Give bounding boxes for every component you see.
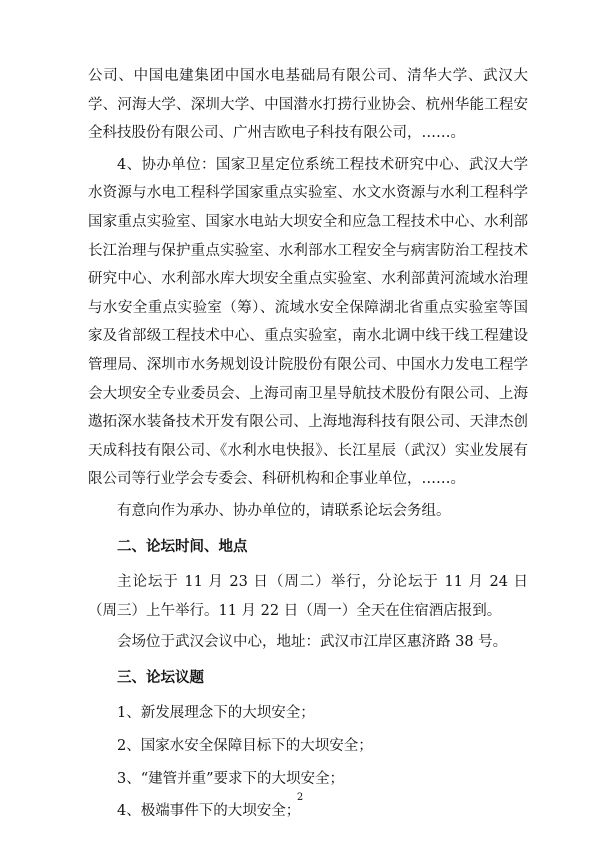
section-heading-time-location: 二、论坛时间、地点 <box>117 538 248 555</box>
document-body <box>88 62 528 830</box>
paragraph-organizers-continuation: 公司、中国电建集团中国水电基础局有限公司、清华大学、武汉大学、河海大学、深圳大学、中国潜水打捞行业协会、杭州华能工程安全科技股份有限公司、广州吉欧电子科技有限公司，……。 <box>88 68 528 142</box>
topic-item: 1、新发展理念下的大坝安全； <box>117 705 315 722</box>
paragraph-co-organizers: 4、协办单位：国家卫星定位系统工程技术研究中心、武汉大学水资源与水电工程科学国家重点实验室、水文水资源与水利工程科学国家重点实验室、国家水电站大坝安全和应急工程技术中心、水利部长江治理与保护重点实验室、水利部水工程安全与病害防治工程技术研究中心、水利部水库大坝安全重点实验室、水利部黄河流域水治理与水安全重点实验室（筹）、流域水安全保障湖北省重点实验室等国家及省部级工程技术中心、重点实验室，南水北调中线干线工程建设管理局、深圳市水务规划设计院股份有限公司、中国水力发电工程学会大坝安全专业委员会、上海司南卫星导航技术股份有限公司、上海遨拓深水装备技术开发有限公司、上海地海科技有限公司、天津杰创天成科技有限公司、《水利水电快报》、长江星辰（武汉）实业发展有限公司等行业学会专委会、科研机构和企事业单位，……。 <box>88 156 528 488</box>
paragraph-forum-venue: 会场位于武汉会议中心，地址：武汉市江岸区惠济路 38 号。 <box>117 634 508 651</box>
topic-item: 3、“建管并重”要求下的大坝安全； <box>117 770 345 787</box>
paragraph-contact: 有意向作为承办、协办单位的，请联系论坛会务组。 <box>117 502 451 519</box>
topic-item: 4、极端事件下的大坝安全； <box>117 803 301 820</box>
page-number: 2 <box>296 792 304 803</box>
paragraph-forum-time: 主论坛于 11 月 23 日（周二）举行，分论坛于 11 月 24 日（周三）上午举行。11 月 22 日（周一）全天在住宿酒店报到。 <box>88 574 528 619</box>
section-heading-topics: 三、论坛议题 <box>117 669 204 686</box>
topic-item: 2、国家水安全保障目标下的大坝安全； <box>117 738 373 755</box>
